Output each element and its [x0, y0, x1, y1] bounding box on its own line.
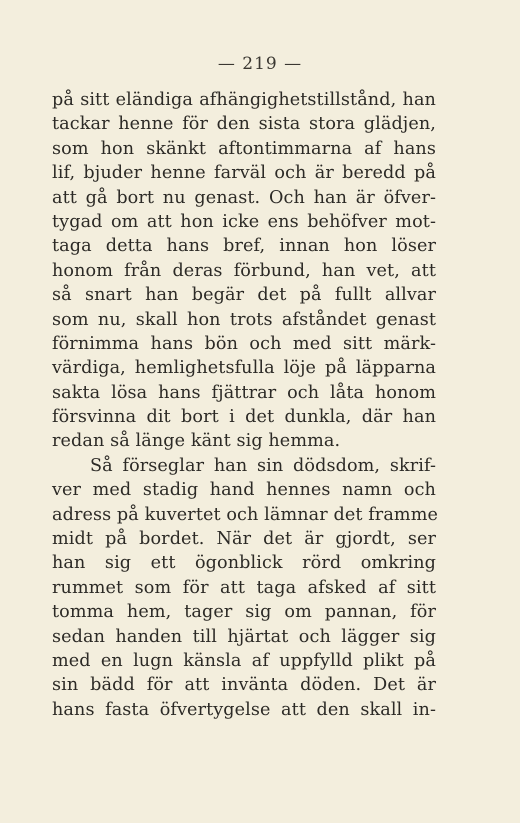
text-line: han sig ett ögonblick rörd omkring: [52, 553, 436, 574]
text-line: midt på bordet. När det är gjordt, ser: [52, 529, 436, 550]
text-line: tygad om att hon icke ens behöfver mot-: [52, 211, 436, 232]
paragraph-1: [52, 88, 436, 454]
paragraph-2: [52, 454, 436, 722]
text-line: taga detta hans bref, innan hon löser: [52, 236, 436, 257]
text-line: hans fasta öfvertygelse att den skall in-: [52, 699, 436, 720]
text-line: tackar henne för den sista stora glädjen,: [52, 114, 436, 135]
text-line: sin bädd för att invänta döden. Det är: [52, 675, 436, 696]
text-line: så snart han begär det på fullt allvar: [52, 285, 436, 306]
page-number: — 219 —: [217, 54, 303, 74]
body-text: [52, 88, 436, 722]
text-line: tomma hem, tager sig om pannan, för: [52, 602, 436, 623]
text-line: på sitt eländiga afhängighetstillstånd, han: [52, 90, 436, 110]
text-line: rummet som för att taga afsked af sitt: [52, 577, 436, 598]
text-line: som hon skänkt aftontimmarna af hans: [52, 138, 436, 159]
text-line: förnimma hans bön och med sitt märk-: [52, 333, 436, 354]
text-line: som nu, skall hon trots afståndet genast: [52, 309, 436, 330]
text-line: sedan handen till hjärtat och lägger sig: [52, 626, 436, 647]
text-line: honom från deras förbund, han vet, att: [52, 260, 436, 281]
text-line: ver med stadig hand hennes namn och: [52, 480, 436, 501]
text-line: sakta lösa hans fjättrar och låta honom: [52, 382, 436, 403]
text-line: redan så länge känt sig hemma.: [52, 431, 341, 452]
text-line: lif, bjuder henne farväl och är beredd på: [52, 163, 436, 184]
text-line: med en lugn känsla af uppfylld plikt på: [52, 650, 436, 671]
text-line: att gå bort nu genast. Och han är öfver-: [52, 187, 436, 208]
text-line: adress på kuvertet och lämnar det framme: [52, 504, 438, 525]
text-line: försvinna dit bort i det dunkla, där han: [52, 407, 436, 428]
text-line: Så förseglar han sin dödsdom, skrif-: [90, 455, 436, 476]
text-line: värdiga, hemlighetsfulla löje på läpparna: [52, 358, 436, 379]
